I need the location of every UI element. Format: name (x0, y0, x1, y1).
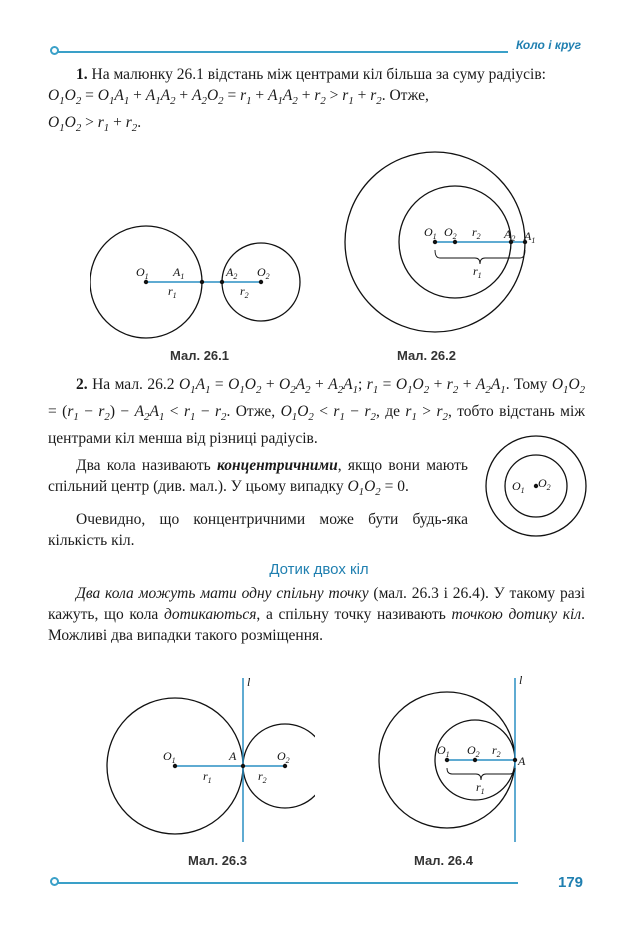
concentric-block (48, 455, 468, 551)
concentric-note: Очевидно, що концентричними може бути будь-яка кількість кіл. (48, 511, 468, 550)
label-r1: $r_1$ (476, 780, 485, 796)
label-O2: $O_2$ (467, 743, 480, 759)
concentric-definition: Два кола називають концентричними, якщо вони мають спільний центр (див. мал.). У цьому випадку $O_1O_2 = 0$. (48, 457, 468, 499)
term-concentric: концентричними (216, 457, 338, 474)
label-r1: $r_1$ (168, 284, 177, 300)
figure-26-4 (372, 672, 532, 850)
caption-26-4: Мал. 26.4 (414, 853, 474, 868)
point-A (513, 758, 517, 762)
label-r2: $r_2$ (258, 769, 267, 785)
item-2-text: 2. На мал. 26.2 $O_1A_1 = O_1O_2 + O_2A_2 + A_2A_1$; $r_1 = O_1O_2 + r_2 + A_2A_1$. Тому $O_1O_2 = (r_1 - r_2) - A_2A_1 < r_1 - r_2$. Отже, $O_1O_2 < r_1 - r_2$, де $r_1 > r_2$, тобто відстань між центрами кіл менша від різниці радіусів. (48, 376, 586, 448)
label-O2: $O_2$ (277, 749, 290, 765)
label-r1: $r_1$ (203, 769, 212, 785)
header-dot (50, 46, 59, 55)
label-O1: $O_1$ (136, 265, 149, 281)
item-1 (48, 64, 585, 139)
label-l: l (247, 675, 251, 689)
caption-26-3: Мал. 26.3 (188, 853, 248, 868)
label-O2: $O_2$ (538, 476, 551, 492)
point-A1 (200, 280, 204, 284)
label-O2: $O_2$ (444, 225, 457, 241)
item-1-formula: $O_1O_2 = O_1A_1 + A_1A_2 + A_2O_2 = r_1 + A_1A_2 + r_2 > r_1 + r_2$. Отже, $O_1O_2 > r_1 + r_2$. (48, 87, 429, 135)
figure-26-3 (95, 672, 315, 850)
label-r1: $r_1$ (473, 264, 482, 280)
brace-r1 (435, 250, 525, 264)
running-title: Коло і круг (516, 38, 582, 52)
section-title: Дотик двох кіл (269, 561, 369, 578)
label-A: A (518, 754, 526, 768)
label-A1: $A_1$ (524, 229, 536, 245)
label-r2: $r_2$ (472, 225, 481, 241)
touch-definition: Два кола можуть мати одну спільну точку (мал. 26.3 і 26.4). У такому разі кажуть, що кола дотикаються, а спільну точку називають точкою дотику кіл. Можливі два випадки такого розміщення. (48, 585, 586, 644)
figure-concentric (482, 432, 590, 540)
label-O2: $O_2$ (257, 265, 270, 281)
point-O2 (259, 280, 263, 284)
label-A2: $A_2$ (504, 227, 516, 243)
label-A: A (229, 749, 237, 763)
label-A2: $A_2$ (226, 265, 238, 281)
label-O1: $O_1$ (437, 743, 450, 759)
label-r2: $r_2$ (240, 284, 249, 300)
item-1-sentence: На малюнку 26.1 відстань між центрами кіл більша за суму радіусів: (91, 66, 546, 83)
point-A (241, 764, 245, 768)
label-O1: $O_1$ (424, 225, 437, 241)
label-O1: $O_1$ (512, 479, 525, 495)
footer-rule (56, 882, 518, 884)
figure-26-2 (340, 150, 590, 345)
page-number: 179 (558, 874, 584, 891)
item-1-text (48, 64, 585, 85)
footer-dot (50, 877, 59, 886)
item-number: 1. (76, 66, 88, 83)
touch-block (48, 583, 585, 646)
header-rule (56, 51, 508, 53)
point-A2 (220, 280, 224, 284)
label-l: l (519, 673, 523, 687)
label-O1: $O_1$ (163, 749, 176, 765)
caption-26-2: Мал. 26.2 (397, 348, 457, 363)
brace-r1 (447, 768, 515, 780)
label-r2: $r_2$ (492, 743, 501, 759)
figure-26-1 (90, 225, 310, 340)
caption-26-1: Мал. 26.1 (170, 348, 230, 363)
label-A1: $A_1$ (173, 265, 185, 281)
